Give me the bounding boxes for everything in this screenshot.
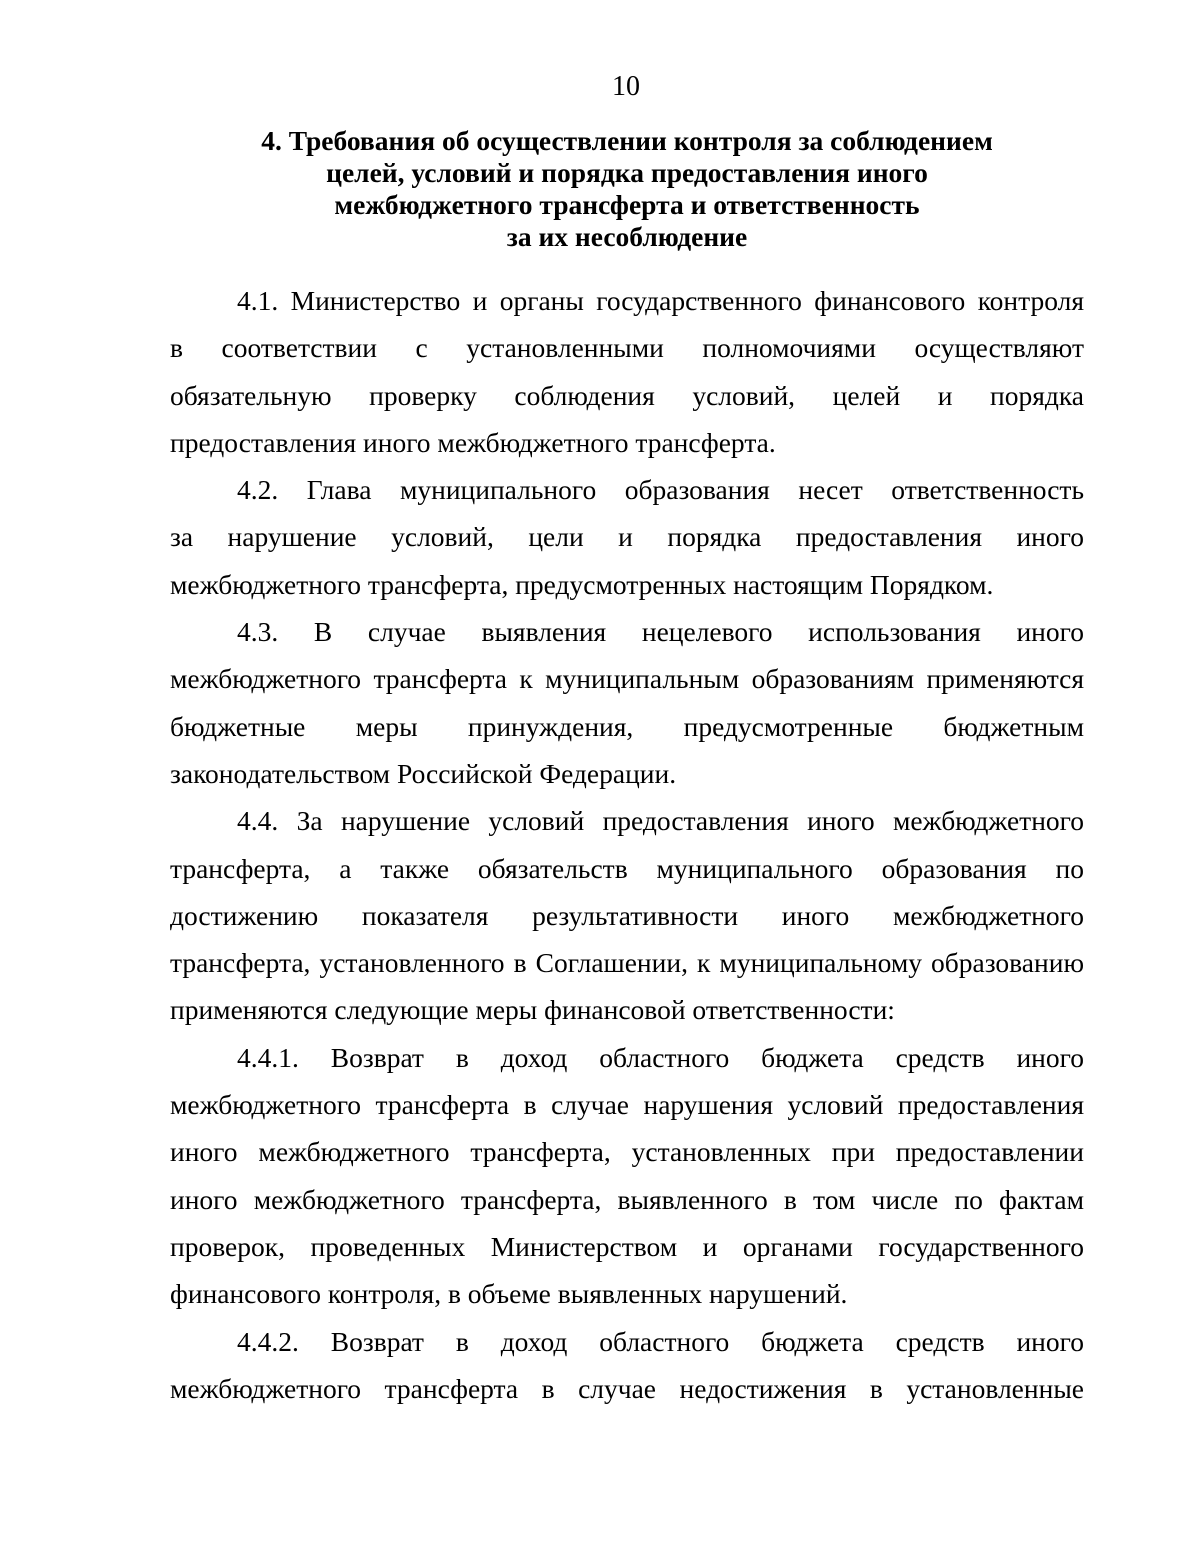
section-heading-line: целей, условий и порядка предоставления иного bbox=[326, 157, 928, 188]
section-heading-line: 4. Требования об осуществлении контроля за соблюдением bbox=[261, 125, 993, 156]
text-line: бюджетные меры принуждения, предусмотренные бюджетным bbox=[170, 710, 1084, 742]
paragraph-4-2 bbox=[170, 466, 1084, 608]
page-number: 10 bbox=[612, 71, 640, 102]
paragraph-4-3 bbox=[170, 608, 1084, 797]
text-line: 4.4.2. Возврат в доход областного бюджета средств иного bbox=[237, 1325, 1084, 1357]
section-heading-line: межбюджетного трансферта и ответственность bbox=[334, 189, 920, 220]
text-line: 4.2. Глава муниципального образования несет ответственность bbox=[237, 474, 1084, 506]
text-line: иного межбюджетного трансферта, выявленного в том числе по фактам bbox=[170, 1183, 1084, 1215]
text-line: 4.4.1. Возврат в доход областного бюджета средств иного bbox=[237, 1041, 1084, 1073]
text-line: финансового контроля, в объеме выявленных нарушений. bbox=[170, 1278, 848, 1310]
text-line: 4.1. Министерство и органы государственного финансового контроля bbox=[237, 285, 1084, 316]
text-line: за нарушение условий, цели и порядка предоставления иного bbox=[170, 521, 1084, 553]
paragraph-4-1 bbox=[170, 277, 1084, 466]
text-line: в соответствии с установленными полномочиями осуществляют bbox=[170, 332, 1084, 364]
section-heading bbox=[170, 125, 1084, 253]
paragraph-4-4-2 bbox=[170, 1318, 1084, 1413]
text-line: межбюджетного трансферта, предусмотренных настоящим Порядком. bbox=[170, 568, 994, 600]
text-line: законодательством Российской Федерации. bbox=[170, 757, 677, 789]
section-heading-line: за их несоблюдение bbox=[506, 221, 748, 252]
text-line: межбюджетного трансферта в случае нарушения условий предоставления bbox=[170, 1089, 1084, 1121]
text-line: 4.3. В случае выявления нецелевого использования иного bbox=[237, 616, 1084, 648]
text-line: 4.4. За нарушение условий предоставления иного межбюджетного bbox=[237, 805, 1084, 837]
text-line: иного межбюджетного трансферта, установленных при предоставлении bbox=[170, 1136, 1084, 1168]
body-text bbox=[170, 277, 1084, 1412]
text-line: межбюджетного трансферта в случае недостижения в установленные bbox=[170, 1372, 1084, 1404]
text-line: трансферта, установленного в Соглашении, к муниципальному образованию bbox=[170, 947, 1084, 979]
paragraph-4-4-1 bbox=[170, 1034, 1084, 1318]
text-line: межбюджетного трансферта к муниципальным образованиям применяются bbox=[170, 663, 1084, 695]
text-line: проверок, проведенных Министерством и органами государственного bbox=[170, 1230, 1084, 1262]
text-line: применяются следующие меры финансовой ответственности: bbox=[170, 994, 895, 1026]
paragraph-4-4 bbox=[170, 797, 1084, 1033]
text-line: достижению показателя результативности иного межбюджетного bbox=[170, 899, 1084, 931]
text-line: обязательную проверку соблюдения условий, целей и порядка bbox=[170, 379, 1084, 411]
text-line: предоставления иного межбюджетного трансферта. bbox=[170, 426, 776, 458]
text-line: трансферта, а также обязательств муниципального образования по bbox=[170, 852, 1084, 884]
